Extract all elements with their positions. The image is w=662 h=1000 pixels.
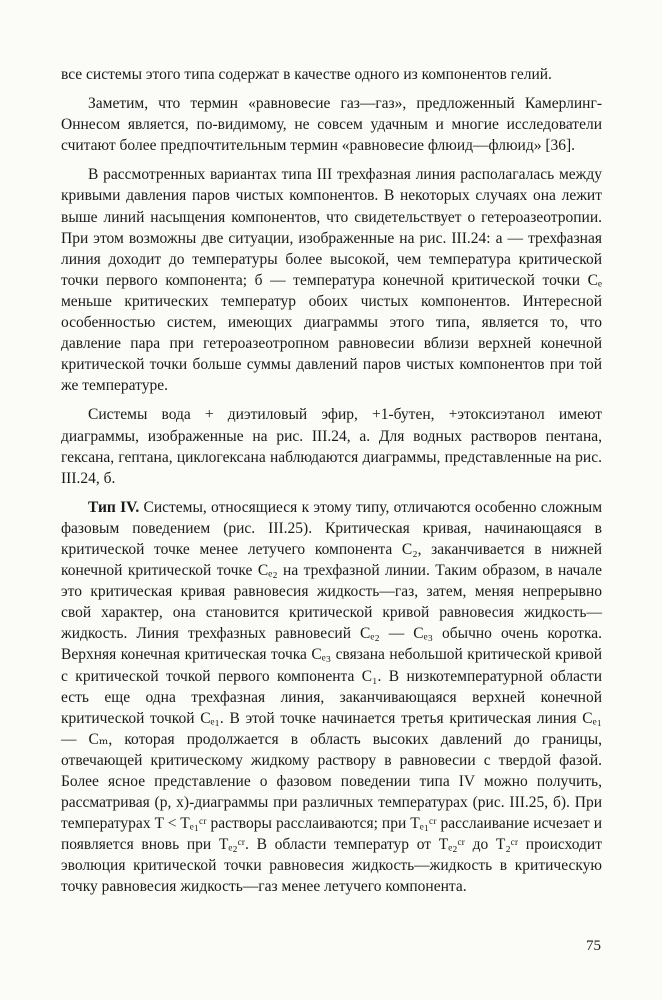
page-number: 75 (586, 938, 601, 954)
paragraph-4: Системы вода + диэтиловый эфир, +1-бутен, +этоксиэтанол имеют диаграммы, изображенные на рис. III.24, а. Для водных растворов пентана, гексана, гептана, циклогексана наблюдаются диаграммы, представленные на рис. III.24, б. (61, 406, 602, 487)
paragraph-1: все системы этого типа содержат в качестве одного из компонентов гелий. (61, 66, 552, 83)
paragraph-type-4 (61, 497, 602, 898)
section-text: Системы, относящиеся к этому типу, отличаются особенно сложным фазовым поведением (рис. III.25). Критическая кривая, начинающаяся в критической точке менее летучего компонента C₂, заканчивается в нижней конечной критической точке Cₑ₂ на трехфазной линии. Таким образом, в начале это критическая кривая равновесия жидкость—газ, затем, меняя непрерывно свой характер, она становится критической кривой равновесия жидкость—жидкость. Линия трехфазных равновесий Cₑ₂ — Cₑ₃ обычно очень коротка. Верхняя конечная критическая точка Cₑ₃ связана небольшой критической кривой с критической точкой первого компонента C₁. В низкотемпературной области есть еще одна трехфазная линия, заканчивающаяся верхней конечной критической точкой Cₑ₁. В этой точке начинается третья критическая линия Cₑ₁ — Cₘ, которая продолжается в область высоких давлений до границы, отвечающей критическому жидкому раствору в равновесии с твердой фазой. Более ясное представление о фазовом поведении типа IV можно получить, рассматривая (p, x)-диаграммы при различных температурах (рис. III.25, б). При температурах T < Tₑ₁ᶜʳ растворы расслаиваются; при Tₑ₁ᶜʳ расслаивание исчезает и появляется вновь при Tₑ₂ᶜʳ. В области температур от Tₑ₂ᶜʳ до T₂ᶜʳ происходит эволюция критической точки равновесия жидкость—жидкость в критическую точку равновесия жидкость—газ менее летучего компонента. (61, 498, 603, 896)
section-heading: Тип IV. (88, 498, 140, 516)
paragraph-3: В рассмотренных вариантах типа III трехфазная линия располагалась между кривыми давления паров чистых компонентов. В некоторых случаях она лежит выше линий насыщения компонентов, что свидетельствует о гетероазеотропии. При этом возможны две ситуации, изображенные на рис. III.24: а — трехфазная линия доходит до температуры более высокой, чем температура критической точки первого компонента; б — температура конечной критической точки Cₑ меньше критических температур обоих чистых компонентов. Интересной особенностью систем, имеющих диаграммы этого типа, является то, что давление пара при гетероазеотропном равновесии вблизи верхней конечной критической точки больше суммы давлений паров чистых компонентов при той же температуре. (61, 166, 602, 395)
paragraph-2: Заметим, что термин «равновесие газ—газ», предложенный Камерлинг-Оннесом является, по-видимому, не совсем удачным и многие исследователи считают более предпочтительным термин «равновесие флюид—флюид» [36]. (61, 95, 602, 155)
text-column (61, 64, 602, 906)
